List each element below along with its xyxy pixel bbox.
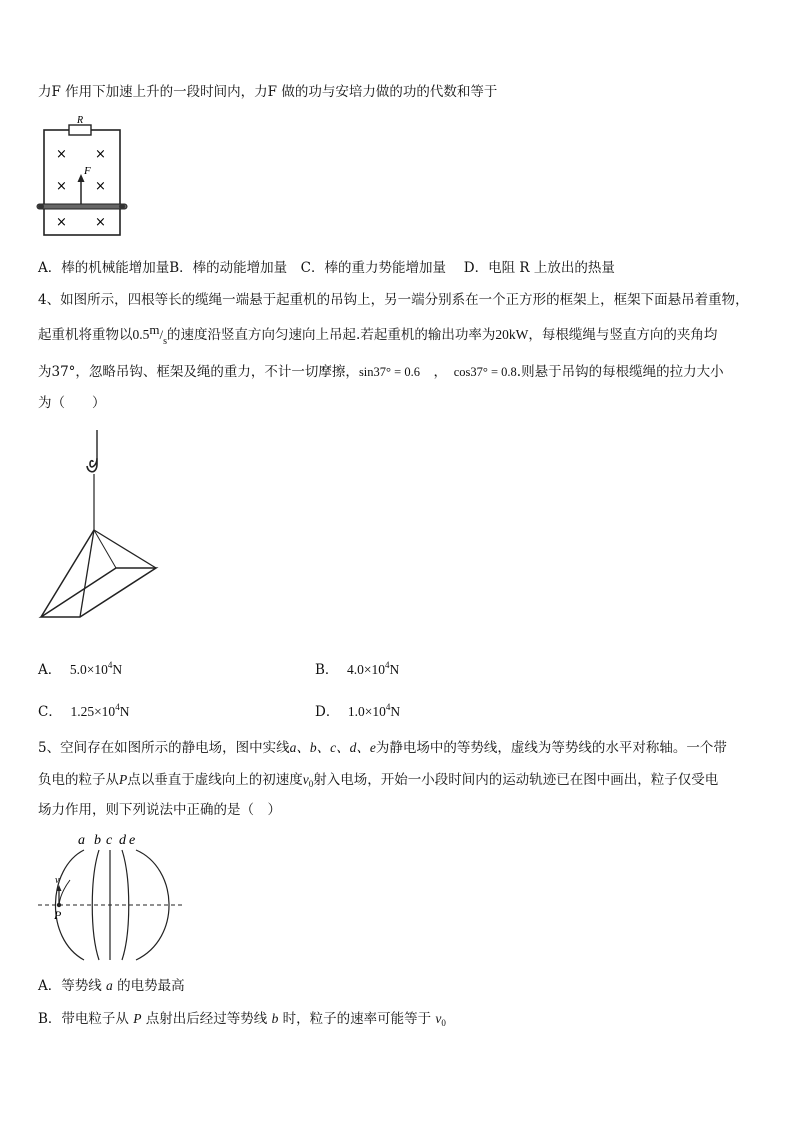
q4-crane-figure [36, 430, 166, 630]
q3-resistor [69, 125, 91, 135]
q5-labels-abcde: a、b、c、d、e [289, 740, 376, 755]
q4-cos: cos37° = 0.8 [453, 365, 517, 379]
q3-cross: × [56, 179, 67, 194]
q3-cross: × [56, 215, 67, 230]
q4-line3: 为37°，忽略吊钩、框架及绳的重力，不计一切摩擦，sin37° = 0.6 ， cos37° = 0.8.则悬于吊钩的每根缆绳的拉力大小 [38, 364, 724, 380]
q5-label-p: P [54, 908, 62, 922]
q3-label-f: F [84, 165, 91, 177]
q4-square-frame [41, 568, 156, 617]
q5-label-a: a [78, 833, 85, 848]
q4-line2-c: ，每根缆绳与竖直方向的夹角均 [528, 327, 718, 343]
q5-field-figure [36, 828, 186, 963]
q5-label-v: v [55, 875, 60, 886]
q4-line2-b: 的速度沿竖直方向匀速向上吊起.若起重机的输出功率为 [167, 327, 496, 343]
q5-option-a[interactable]: A．等势线 a 的电势最高 [38, 978, 185, 994]
q3-cross: × [95, 147, 106, 162]
q5-line2: 负电的粒子从P点以垂直于虚线向上的初速度$v_0$射入电场，开始一小段时间内的运动轨迹已在图中画出，粒子仅受电 [38, 772, 719, 789]
q4-line3-b: .则悬于吊钩的每根缆绳的拉力大小 [516, 364, 724, 380]
q4-line3-a: 为37°，忽略吊钩、框架及绳的重力，不计一切摩擦， [38, 364, 359, 380]
q4-line4: 为（ ） [38, 395, 106, 411]
q4-line1: 4、如图所示，四根等长的缆绳一端悬于起重机的吊钩上，另一端分别系在一个正方形的框架上，框架下面悬吊着重物， [38, 292, 749, 308]
q3-cross: × [95, 215, 106, 230]
q4-hook [87, 458, 97, 472]
q3-rod-end-left [38, 204, 44, 210]
q5-option-b[interactable]: B．带电粒子从 P 点射出后经过等势线 b 时，粒子的速率可能等于 $v_0$ [38, 1011, 446, 1028]
q4-cable [94, 530, 116, 568]
q5-label-c: c [106, 833, 113, 848]
q4-option-d[interactable]: D． $1.0\times 10^4N$ [315, 702, 401, 720]
q4-speed-unit: $m/_s$ [149, 322, 168, 347]
q5-trajectory [59, 880, 70, 905]
q4-line2 [38, 322, 718, 347]
q3-cross: × [56, 147, 67, 162]
q4-option-c[interactable]: C． $1.25\times 10^4N$ [38, 702, 130, 720]
q3-options: A．棒的机械能增加量B．棒的动能增加量 C．棒的重力势能增加量 D．电阻 R 上放出的热量 [38, 260, 615, 276]
q4-cable [41, 530, 94, 617]
q5-line3: 场力作用，则下列说法中正确的是（ ） [38, 802, 281, 818]
q5-label-d: d [119, 833, 126, 848]
q4-option-a[interactable]: A． $5.0\times 10^4N$ [38, 660, 123, 678]
q4-sin: sin37° = 0.6 [358, 365, 420, 379]
q4-cable [94, 530, 156, 568]
q3-cross: × [95, 179, 106, 194]
q5-label-b: b [94, 833, 101, 848]
q4-cable [80, 530, 94, 617]
q5-line1: 5、空间存在如图所示的静电场，图中实线a、b、c、d、e为静电场中的等势线，虚线为等势线的水平对称轴。一个带 [38, 740, 727, 756]
q3-label-r: R [77, 115, 84, 126]
q4-line2-a: 起重机将重物以 [38, 327, 133, 343]
q5-label-e: e [129, 833, 136, 848]
q4-option-b[interactable]: B． $4.0\times 10^4N$ [315, 660, 400, 678]
q3-rod-end-right [119, 204, 125, 210]
q3-metal-rod [37, 204, 127, 209]
q3-stem-tail: 力F 作用下加速上升的一段时间内，力F 做的功与安培力做的功的代数和等于 [38, 84, 498, 100]
q4-speed-value: 0.5 [132, 327, 150, 342]
q3-circuit-figure [36, 115, 126, 238]
q4-power: 20kW [495, 327, 529, 342]
